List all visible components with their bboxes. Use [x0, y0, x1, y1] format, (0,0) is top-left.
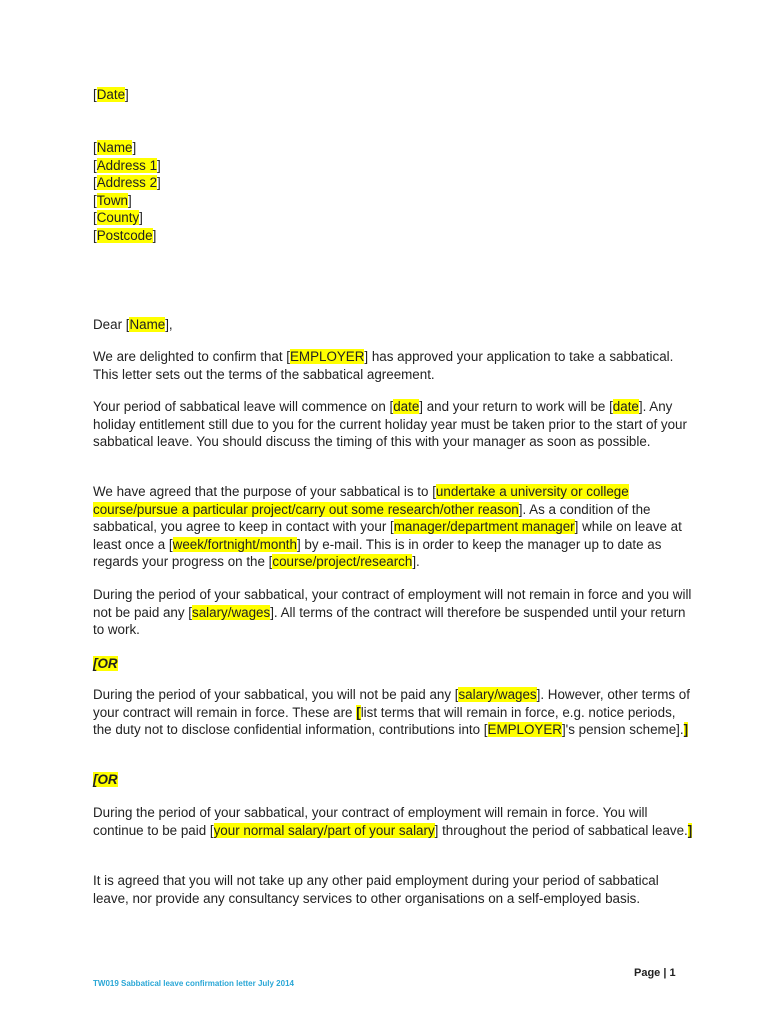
date-placeholder: Date — [96, 87, 126, 102]
page-number: Page | 1 — [634, 967, 676, 979]
p2-text-a: Your period of sabbatical leave will commence on [ — [93, 399, 394, 414]
or-marker-2: [OR — [93, 772, 118, 787]
pay-placeholder-2: salary/wages — [458, 687, 537, 702]
close-bracket: ] — [683, 722, 689, 738]
purpose-placeholder: undertake a university or college course/pursue a particular project/carry out some research/other reason — [93, 484, 629, 517]
p4-text-a: During the period of your sabbatical, your contract of employment will not remain in force and you will not be paid any [ — [93, 587, 692, 620]
p1-text-a: We are delighted to confirm that [ — [93, 349, 290, 364]
document-reference: TW019 Sabbatical leave confirmation letter July 2014 — [93, 979, 294, 988]
address1-placeholder: Address 1 — [96, 157, 158, 173]
option-or-1 — [93, 655, 693, 673]
p2-text-b: ] and your return to work will be [ — [419, 399, 613, 414]
town-placeholder: Town — [96, 192, 128, 208]
open-bracket: [ — [356, 704, 361, 720]
pay-placeholder-3: your normal salary/part of your salary — [213, 822, 435, 838]
salutation-prefix: Dear [ — [93, 317, 130, 332]
paragraph-purpose — [93, 483, 693, 571]
p3-text-e: ]. — [412, 554, 420, 570]
p5-list-text: list terms that will remain in force, e.g. notice periods, the duty not to disclose confidential information, contributions into [ — [93, 704, 676, 738]
p3-text-b: ]. As a condition of the sabbatical, you agree to keep in contact with your [ — [93, 501, 651, 535]
county-placeholder: County — [96, 210, 140, 226]
or-marker-1: [OR — [93, 656, 118, 671]
p3-text-d: ] by e-mail. This is in order to keep the manager up to date as regards your progress on the [ — [93, 536, 662, 570]
close-bracket-2: ] — [687, 822, 693, 838]
p5-text-b: ]. However, other terms of your contract will remain in force. These are — [93, 687, 690, 720]
address-name-line: [Name] — [93, 140, 137, 155]
name-placeholder: Name — [96, 140, 133, 155]
salutation-suffix: ], — [165, 317, 173, 332]
start-date-placeholder: date — [393, 399, 420, 414]
p6-text-a: During the period of your sabbatical, your contract of employment will remain in force. You will continue to be paid [ — [93, 805, 648, 838]
pay-placeholder: salary/wages — [192, 604, 271, 620]
p3-text-a: We have agreed that the purpose of your sabbatical is to [ — [93, 484, 436, 499]
address-town-line: [Town] — [93, 192, 132, 208]
salutation — [93, 316, 693, 334]
p6-text-b: ] throughout the period of sabbatical leave. — [434, 822, 688, 838]
option-or-2 — [93, 771, 693, 789]
p3-text-c: ] while on leave at least once a [ — [93, 519, 682, 552]
manager-placeholder: manager/department manager — [393, 519, 575, 535]
paragraph-dates — [93, 398, 693, 451]
progress-placeholder: course/project/research — [272, 554, 413, 570]
paragraph-approval — [93, 348, 693, 383]
address-county-line: [County] — [93, 210, 143, 226]
p1-text-b: ] has approved your application to take a sabbatical. This letter sets out the terms of the sabbatical agreement. — [93, 349, 674, 382]
employer-placeholder: EMPLOYER — [290, 349, 365, 364]
recipient-address — [93, 139, 693, 245]
p5-text-c: ]'s pension scheme]. — [561, 722, 684, 738]
employer-placeholder-2: EMPLOYER — [487, 722, 562, 738]
salutation-name: Name — [129, 317, 166, 332]
frequency-placeholder: week/fortnight/month — [172, 536, 297, 552]
address-line-1: [Address 1] — [93, 157, 161, 173]
return-date-placeholder: date — [612, 399, 639, 414]
p2-text-c: ]. Any holiday entitlement still due to you for the current holiday year must be taken prior to the start of your sabbatical leave. You should discuss the timing of this with your manager as soon as possible. — [93, 399, 687, 450]
date-line: [Date] — [93, 87, 129, 102]
paragraph-option-3 — [93, 804, 693, 839]
address-line-2: [Address 2] — [93, 175, 161, 191]
postcode-placeholder: Postcode — [96, 227, 153, 243]
paragraph-contract-suspended — [93, 586, 693, 639]
paragraph-option-2 — [93, 686, 693, 739]
address2-placeholder: Address 2 — [96, 175, 158, 191]
p5-text-a: During the period of your sabbatical, you will not be paid any [ — [93, 687, 459, 702]
p4-text-b: ]. All terms of the contract will therefore be suspended until your return to work. — [93, 604, 686, 638]
address-postcode-line: [Postcode] — [93, 227, 157, 243]
paragraph-no-other-employment: It is agreed that you will not take up any other paid employment during your period of sabbatical leave, nor provide any consultancy services to other organisations on a self-employed basis. — [93, 873, 659, 906]
